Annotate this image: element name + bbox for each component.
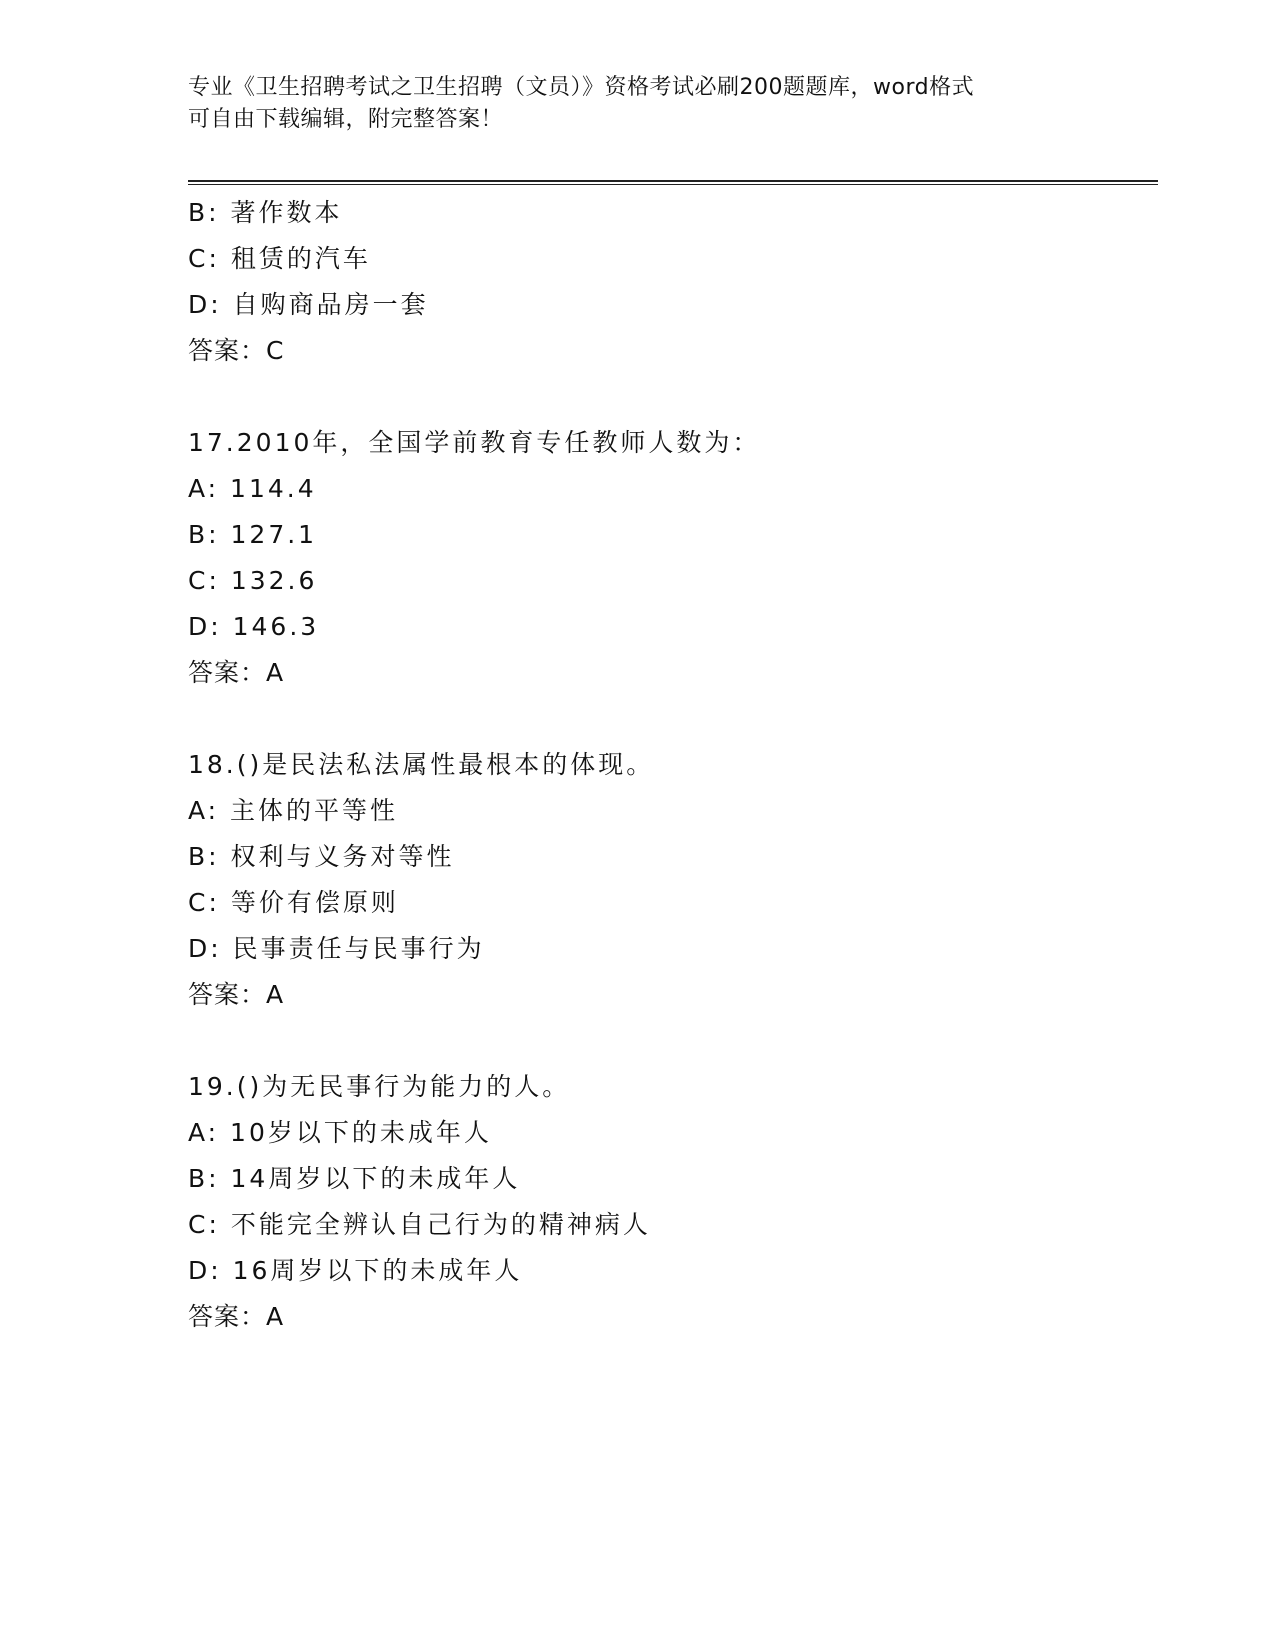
continued-question [188,190,1148,374]
page-header [188,72,1088,136]
question-text: 19.()为无民事行为能力的人。 [188,1072,571,1101]
option-a: A: 114.4 [188,474,317,503]
option-b: B: 127.1 [188,520,318,549]
question-list [188,190,1148,1340]
option-d: D: 民事责任与民事行为 [188,934,485,963]
option-b: B: 著作数本 [188,198,343,227]
option-c: C: 132.6 [188,566,318,595]
option-a: A: 10岁以下的未成年人 [188,1118,492,1147]
header-line-2: 可自由下载编辑，附完整答案！ [188,107,504,132]
option-a: A: 主体的平等性 [188,796,399,825]
option-d: D: 自购商品房一套 [188,290,429,319]
question-18 [188,742,1148,1018]
answer-line: 答案：A [188,658,285,687]
question-19 [188,1064,1148,1340]
header-divider [188,180,1158,185]
option-d: D: 146.3 [188,612,320,641]
option-c: C: 不能完全辨认自己行为的精神病人 [188,1210,651,1239]
spacer [188,1018,1148,1064]
option-d: D: 16周岁以下的未成年人 [188,1256,523,1285]
question-17 [188,420,1148,696]
answer-line: 答案：C [188,336,285,365]
header-line-1: 专业《卫生招聘考试之卫生招聘（文员）》资格考试必刷200题题库，word格式 [188,75,975,100]
question-text: 18.()是民法私法属性最根本的体现。 [188,750,655,779]
question-text: 17.2010年，全国学前教育专任教师人数为： [188,428,761,457]
option-c: C: 等价有偿原则 [188,888,399,917]
answer-line: 答案：A [188,1302,285,1331]
option-b: B: 14周岁以下的未成年人 [188,1164,521,1193]
spacer [188,696,1148,742]
spacer [188,374,1148,420]
option-b: B: 权利与义务对等性 [188,842,455,871]
answer-line: 答案：A [188,980,285,1009]
option-c: C: 租赁的汽车 [188,244,371,273]
